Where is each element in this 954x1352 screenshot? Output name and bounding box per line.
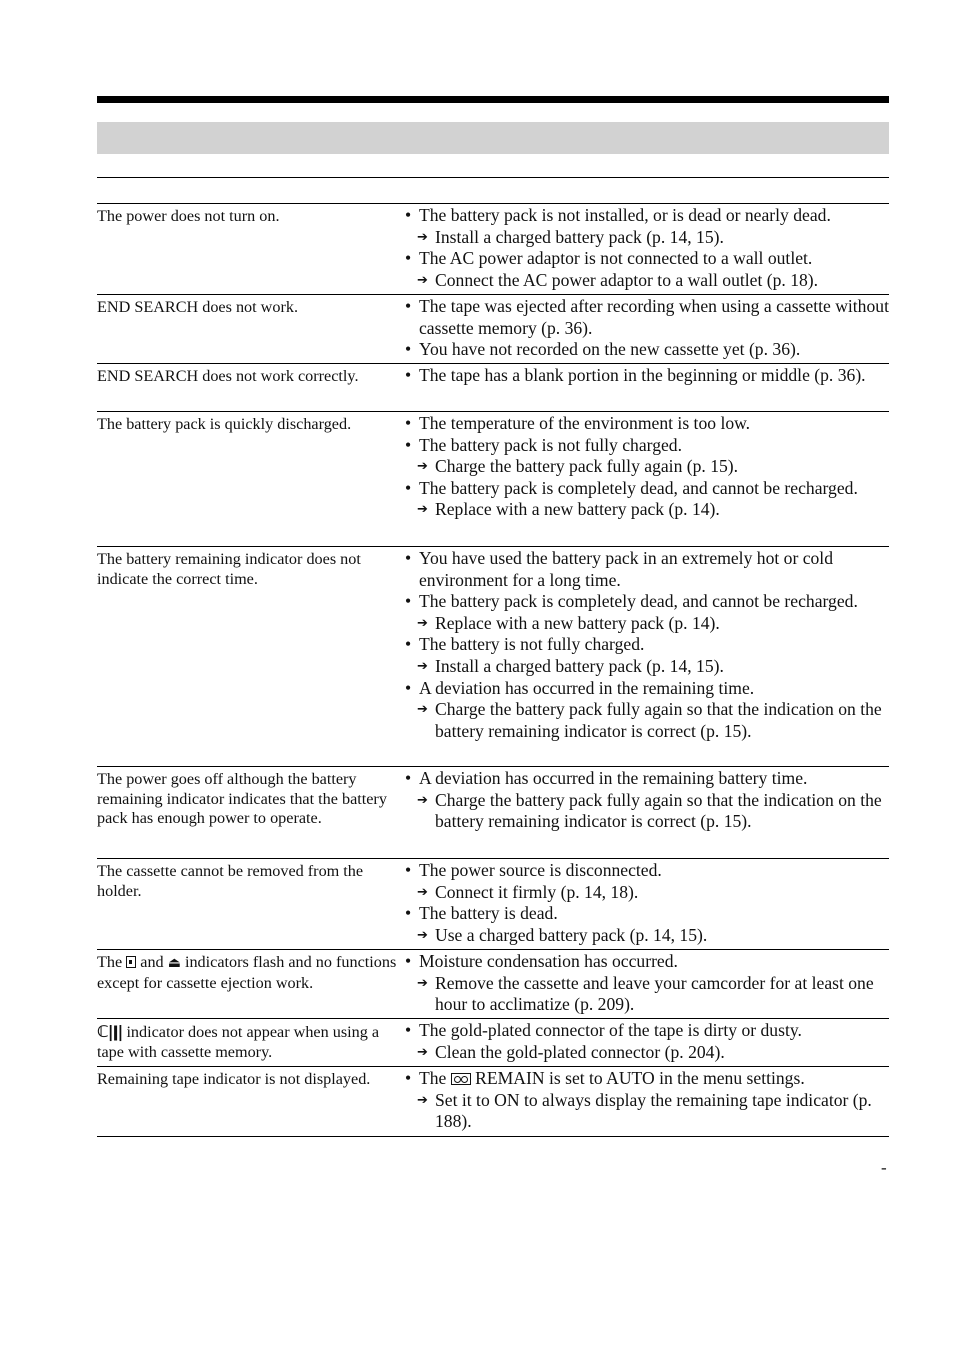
symptom-text: END SEARCH does not work correctly. [97, 367, 359, 385]
arrow-icon: ➔ [417, 615, 428, 631]
cause-item: • Moisture condensation has occurred. [405, 951, 889, 973]
cause-list [405, 950, 889, 1018]
cause-item: • The battery pack is completely dead, and cannot be recharged. [405, 591, 889, 613]
cause-list [405, 364, 889, 411]
remedy-item: ➔ Replace with a new battery pack (p. 14). [417, 499, 720, 520]
remedy-item: ➔ Connect it firmly (p. 14, 18). [417, 881, 639, 902]
symptom-text: The cassette cannot be removed from the holder. [97, 862, 364, 900]
cassette-memory-icon: ℂ|ǀ| [97, 1022, 123, 1041]
arrow-icon: ➔ [417, 459, 428, 475]
cause-item: • The tape has a blank portion in the beginning or middle (p. 36). [405, 365, 889, 387]
eject-icon: ⏏ [167, 955, 181, 971]
symptom-text: The power goes off although the battery remaining indicator indicates that the battery pack has enough power to operate. [97, 770, 387, 827]
cause-item: • You have used the battery pack in an extremely hot or cold environment for a long time. [405, 548, 889, 591]
remedy-item: ➔ Clean the gold-plated connector (p. 204). [417, 1041, 725, 1062]
cause-list [405, 547, 889, 766]
cause-item: • The AC power adaptor is not connected to a wall outlet. [405, 248, 889, 270]
arrow-icon: ➔ [417, 1092, 428, 1108]
table-row [97, 1067, 889, 1137]
symptom-text: The battery pack is quickly discharged. [97, 415, 352, 433]
tape-icon [451, 1073, 471, 1085]
symptom-text: ℂ|ǀ| indicator does not appear when using a tape with cassette memory. [97, 1022, 380, 1061]
arrow-icon: ➔ [417, 884, 428, 900]
symptom-text: The power does not turn on. [97, 207, 280, 225]
table-row [97, 412, 889, 547]
table-row [97, 950, 889, 1019]
cause-item: • The tape was ejected after recording when using a cassette without cassette memory (p. 36). [405, 296, 889, 339]
symptom-text: END SEARCH does not work. [97, 298, 298, 316]
cause-list [405, 204, 889, 294]
arrow-icon: ➔ [417, 1044, 428, 1060]
symptom-text: The battery remaining indicator does not indicate the correct time. [97, 550, 361, 588]
cause-list [405, 1019, 889, 1066]
moisture-indicator-icon [126, 956, 136, 968]
arrow-icon: ➔ [417, 792, 428, 808]
arrow-icon: ➔ [417, 702, 428, 718]
table-row [97, 767, 889, 859]
symptom-text: The and ⏏ indicators flash and no functions except for cassette ejection work. [97, 953, 397, 992]
arrow-icon: ➔ [417, 272, 428, 288]
remedy-item: ➔ Remove the cassette and leave your camcorder for at least one hour to acclimatize (p. 209). [417, 972, 874, 1015]
page-mark: - [881, 1158, 887, 1177]
table-row [97, 859, 889, 950]
remedy-item: ➔ Charge the battery pack fully again so that the indication on the battery remaining indicator is correct (p. 15). [417, 789, 882, 832]
symptom-text: Remaining tape indicator is not displayed. [97, 1070, 371, 1088]
cause-item: • A deviation has occurred in the remaining time. [405, 678, 889, 700]
section-header-band [97, 122, 889, 154]
cause-item: • The battery pack is not installed, or is dead or nearly dead. [405, 205, 889, 227]
cause-item: • The power source is disconnected. [405, 860, 889, 882]
arrow-icon: ➔ [417, 975, 428, 991]
cause-list [405, 859, 889, 949]
table-row [97, 295, 889, 364]
cause-item: • The REMAIN is set to AUTO in the menu settings. [405, 1068, 889, 1090]
arrow-icon: ➔ [417, 229, 428, 245]
remedy-item: ➔ Connect the AC power adaptor to a wall outlet (p. 18). [417, 269, 819, 290]
cause-item: • The temperature of the environment is too low. [405, 413, 889, 435]
cause-item: • The battery pack is completely dead, and cannot be recharged. [405, 478, 889, 500]
table-row [97, 204, 889, 295]
arrow-icon: ➔ [417, 927, 428, 943]
arrow-icon: ➔ [417, 502, 428, 518]
cause-item: • A deviation has occurred in the remaining battery time. [405, 768, 889, 790]
cause-list [405, 1067, 889, 1136]
cause-list [405, 295, 889, 363]
top-rule [97, 96, 889, 103]
cause-item: • The battery is dead. [405, 903, 889, 925]
cause-item: • The battery is not fully charged. [405, 634, 889, 656]
remedy-item: ➔ Use a charged battery pack (p. 14, 15). [417, 924, 708, 945]
header-rule [97, 177, 889, 178]
arrow-icon: ➔ [417, 658, 428, 674]
remedy-item: ➔ Charge the battery pack fully again (p. 15). [417, 456, 739, 477]
remedy-item: ➔ Replace with a new battery pack (p. 14). [417, 612, 720, 633]
cause-list [405, 412, 889, 546]
cause-item: • The gold-plated connector of the tape is dirty or dusty. [405, 1020, 889, 1042]
remedy-item: ➔ Install a charged battery pack (p. 14, 15). [417, 655, 724, 676]
cause-item: • The battery pack is not fully charged. [405, 435, 889, 457]
table-row [97, 547, 889, 767]
table-row [97, 364, 889, 412]
table-row [97, 1019, 889, 1067]
cause-item: • You have not recorded on the new cassette yet (p. 36). [405, 339, 889, 361]
troubleshooting-table [97, 203, 889, 1137]
remedy-item: ➔ Charge the battery pack fully again so that the indication on the battery remaining indicator is correct (p. 15). [417, 699, 882, 741]
remedy-item: ➔ Install a charged battery pack (p. 14, 15). [417, 226, 724, 247]
cause-list [405, 767, 889, 858]
remedy-item: ➔ Set it to ON to always display the remaining tape indicator (p. 188). [417, 1089, 872, 1132]
